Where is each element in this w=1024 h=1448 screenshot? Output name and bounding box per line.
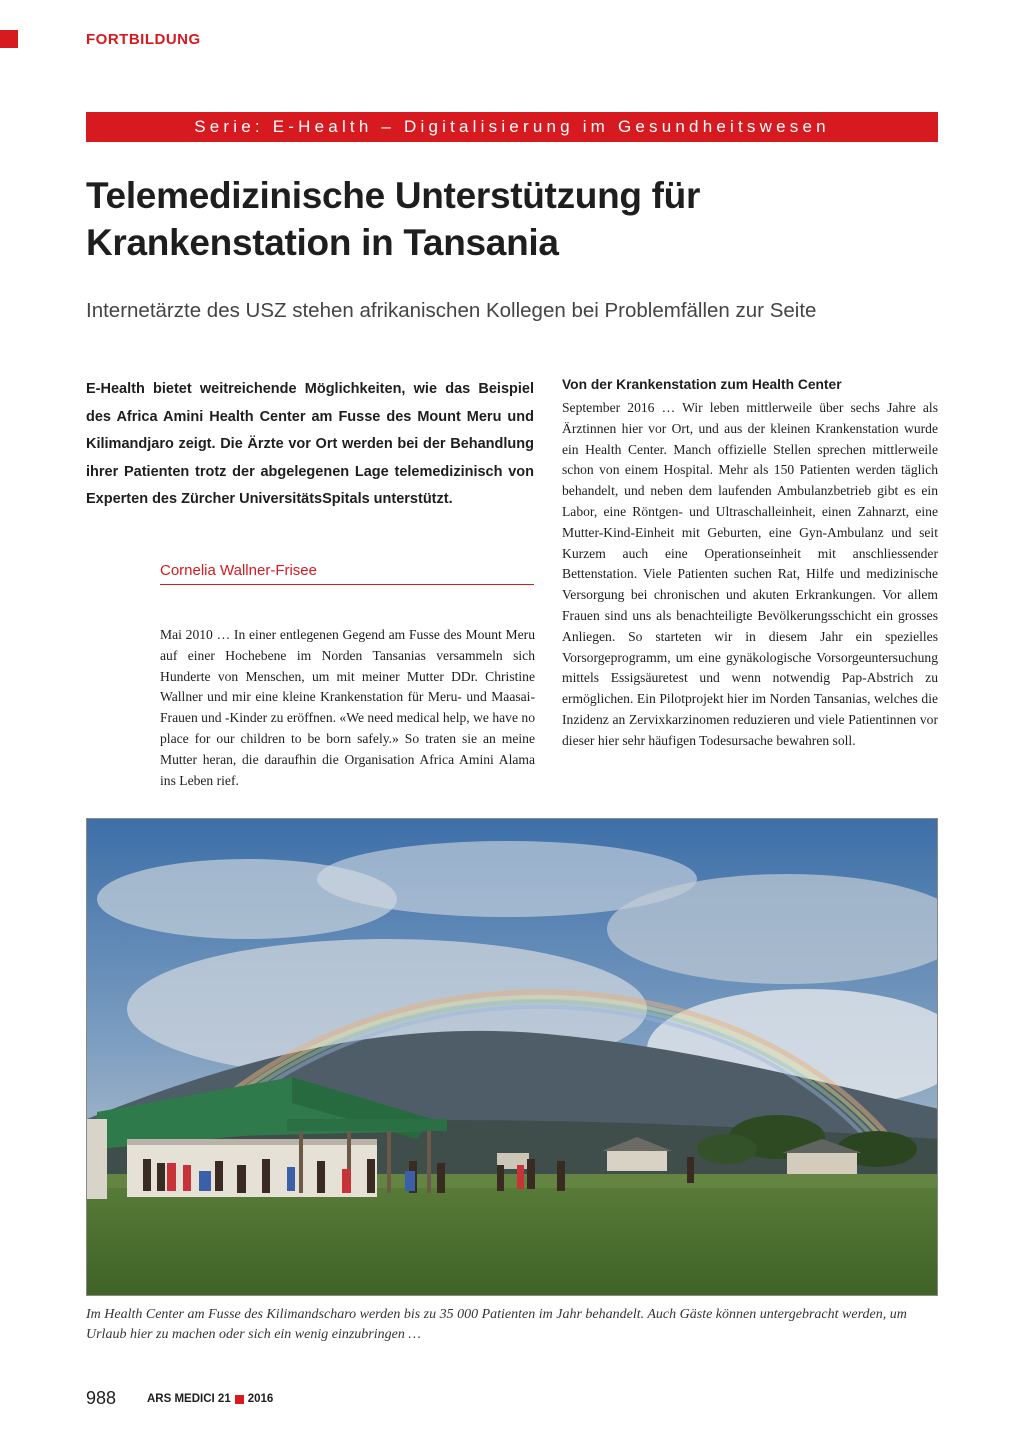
section-label: FORTBILDUNG <box>86 31 201 48</box>
journal-year: 2016 <box>247 1393 274 1405</box>
article-subtitle: Internetärzte des USZ stehen afrikanischen Kollegen bei Problemfällen zur Seite <box>86 299 817 322</box>
author-divider <box>160 584 534 585</box>
section-heading: Von der Krankenstation zum Health Center <box>562 377 842 392</box>
footer-separator-square <box>235 1395 244 1404</box>
body-column-left <box>160 625 535 791</box>
journal-footer <box>147 1393 273 1405</box>
health-center-photo <box>86 818 938 1296</box>
body-paragraph: September 2016 … Wir leben mittlerweile über sechs Jahre als Ärztinnen hier vor Ort, und aus der kleinen Krankenstation wurde ein Health Center. Manch offizielle Stellen sprechen mittlerweile schon von einem Hospital. Mehr als 150 Patienten werden täglich behandelt, und neben dem laufenden Ambulanzbetrieb gibt es ein Labor, eine Röntgen- und Ultraschalleinheit, einen Zahnarzt, eine Mutter-Kind-Einheit mit Geburten, eine Gyn-Ambulanz und seit Kurzem auch eine Operationseinheit mit anschliessender Bettenstation. Viele Patienten suchen Rat, Hilfe und medizinische Versorgung bei chronischen und akuten Erkrankungen. Vor allem Frauen sind uns als benachteiligte Bevölkerungsschicht ein grosses Anliegen. So starteten wir in diesem Jahr ein spezielles Vorsorgeprogramm, um eine gynäkologische Vorsorgeuntersuchung mittels Essigsäuretest und wenn notwendig Pap-Abstrich zu ermöglichen. Ein Pilotprojekt hier im Norden Tansanias, welches die Inzidenz an Zervixkarzinomen reduzieren und viele Patientinnen vor dieser hier sehr häufigen Todesursache bewahren soll. <box>562 400 938 748</box>
page-number: 988 <box>86 1388 117 1408</box>
article-title: Telemedizinische Unterstützung für Krankenstation in Tansania <box>86 175 701 263</box>
body-column-right <box>562 398 938 752</box>
series-banner: Serie: E-Health – Digitalisierung im Gesundheitswesen <box>86 112 938 142</box>
photo-caption: Im Health Center am Fusse des Kilimandscharo werden bis zu 35 000 Patienten im Jahr behandelt. Auch Gäste können untergebracht werden, um Urlaub hier zu machen oder sich ein wenig einzubringen … <box>86 1307 907 1342</box>
section-marker <box>0 30 18 48</box>
lead-paragraph: E-Health bietet weitreichende Möglichkeiten, wie das Beispiel des Africa Amini Health Center am Fusse des Mount Meru und Kilimandjaro zeigt. Die Ärzte vor Ort werden bei der Behandlung ihrer Patienten trotz der abgelegenen Lage telemedizinisch von Experten des Zürcher UniversitätsSpitals unterstützt. <box>86 381 534 507</box>
body-paragraph: Mai 2010 … In einer entlegenen Gegend am Fusse des Mount Meru auf einer Hochebene im Norden Tansanias versammeln sich Hunderte von Menschen, um mit meiner Mutter DDr. Christine Wallner und mir eine kleine Krankenstation für Meru- und Maasai-Frauen und -Kinder zu eröffnen. «We need medical help, we have no place for our children to be born safely.» So traten sie an meine Mutter heran, die daraufhin die Organisation Africa Amini Alama ins Leben rief. <box>160 627 535 788</box>
author-name: Cornelia Wallner-Frisee <box>160 562 317 579</box>
journal-name: ARS MEDICI 21 <box>147 1393 231 1405</box>
